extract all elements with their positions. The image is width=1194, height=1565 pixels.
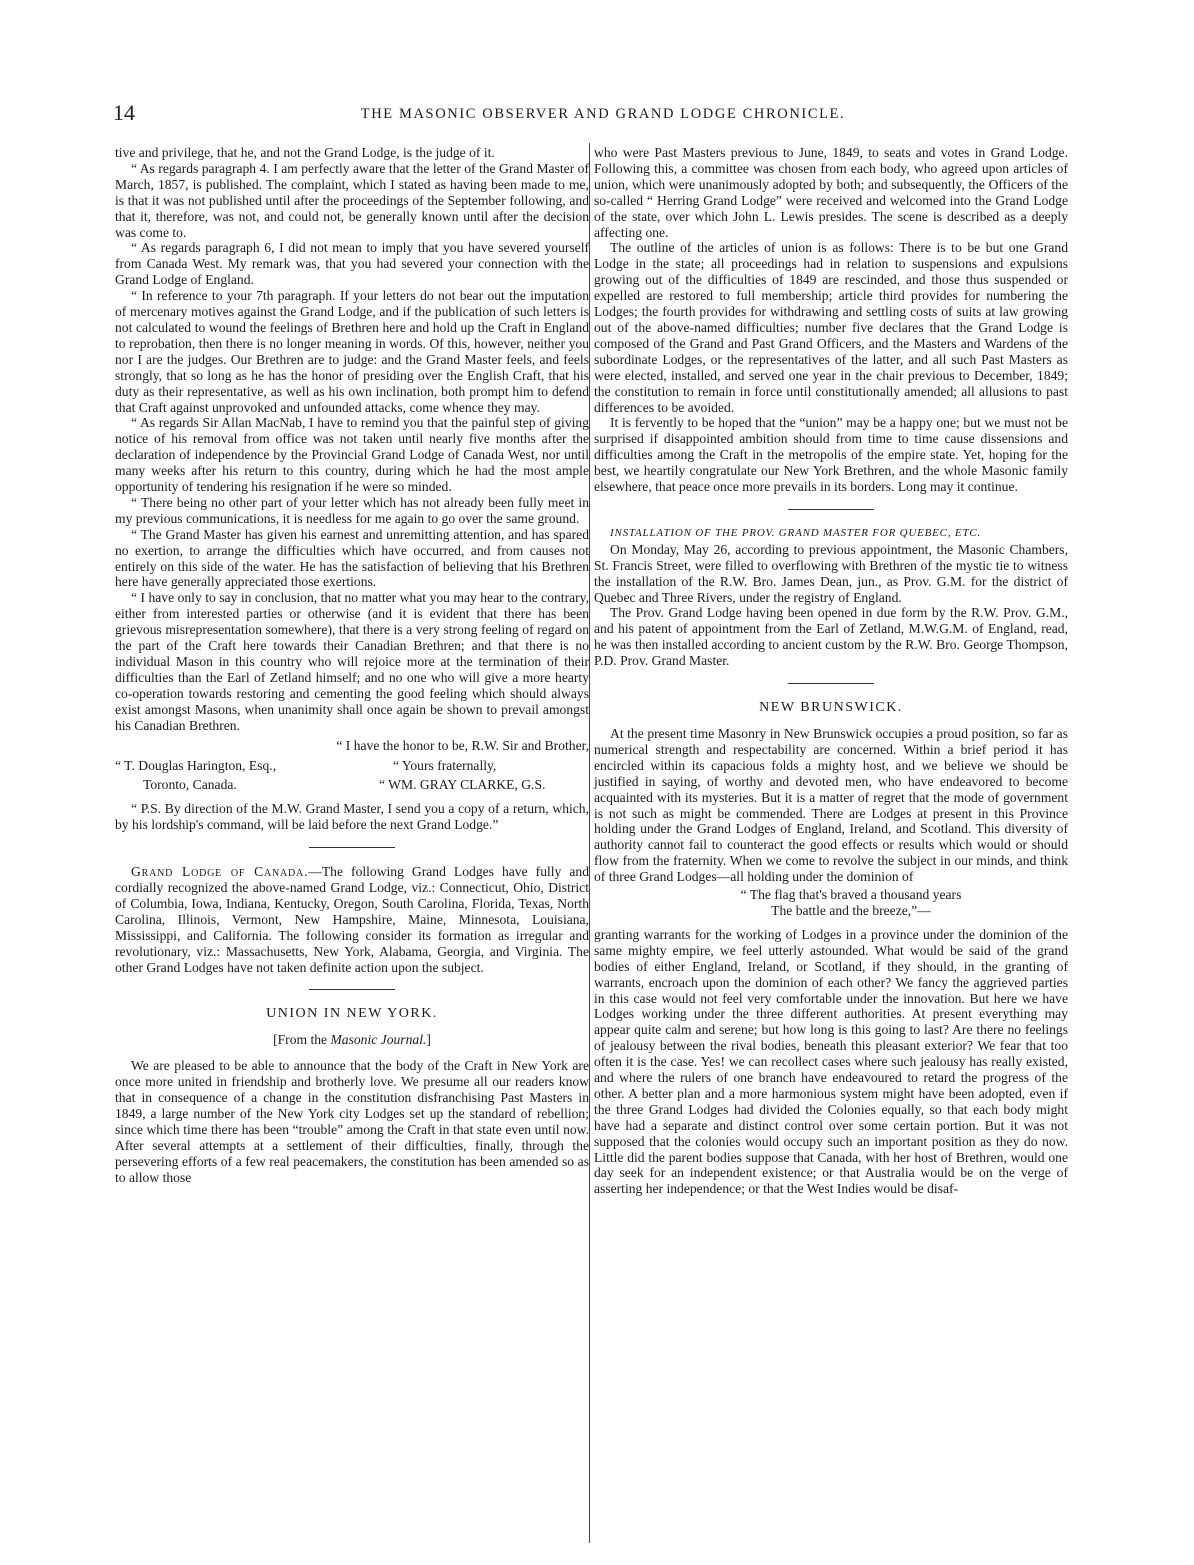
addressee-location: Toronto, Canada.	[143, 777, 237, 793]
section-title: UNION IN NEW YORK.	[266, 1006, 438, 1022]
section-rule	[309, 989, 395, 990]
paragraph: “ I have only to say in conclusion, that no matter what you may hear to the contrary, either from interested parties or otherwise (and it is evident that there has been grievous misrepresentation somewhere), that there is a very strong feeling of regard on the part of the Craft here towards their Canadian Brethren; and that there is no individual Mason in this country who will rejoice more at the termination of their difficulties than the Earl of Zetland himself; and no one who will give a more hearty co-operation towards restoring and cementing the good feeling which should always exist amongst Masons, when unanimity shall once again be shown to prevail amongst his Canadian Brethren.	[115, 590, 589, 733]
section-rule	[309, 847, 395, 848]
paragraph: “ In reference to your 7th paragraph. If your letters do not bear out the imputation of mercenary motives against the Grand Lodge, and if the publication of such letters is not calculated to wound the feelings of Brethren here and hold up the Craft in England to reprobation, then there is no longer meaning in words. Of this, however, neither you nor I are the judges. Our Brethren are to judge: and the Grand Master feels, and feels strongly, that so long as he has the honor of presiding over the English Craft, that his duty as their representative, as well as his own inclination, both prompt him to defend that Craft against unprovoked and unfounded attacks, come whence they may.	[115, 288, 589, 415]
yours-fraternally: “ Yours fraternally,	[393, 758, 497, 774]
section-rule	[788, 683, 874, 684]
addressee: “ T. Douglas Harington, Esq.,	[115, 758, 277, 774]
verse-line: The battle and the breeze,”—	[771, 902, 931, 918]
paragraph: “ As regards Sir Allan MacNab, I have to remind you that the painful step of giving notice of his removal from office was not taken until nearly five months after the declaration of independence by the Provincial Grand Lodge of Canada West, nor until many weeks after his return to this country, during which he had the most ample opportunity of tendering his resignation if he were so minded.	[115, 415, 589, 495]
run-in-head: Grand Lodge of Canada.	[131, 864, 309, 880]
paragraph: granting warrants for the working of Lodges in a province under the dominion of the same mighty empire, we feel utterly astounded. What would be said of the grand bodies of either England, Ireland, or Scotland, if they should, in the granting of warrants, encroach upon the dominion of each other? We fancy the aggrieved parties in this case would not feel very comfortable under the innovation. But here we have Lodges working under the three different authorities. At present everything may appear quite calm and serene; but how long is this going to last? Are there no feelings of jealousy between the rival bodies, beneath this pleasant exterior? We fear that too often it is the case. Yes! we can recollect cases where such jealousy has really existed, and where the rulers of one branch have endeavoured to retard the progress of the other. A better plan and a more harmonious system might have been adopted, even if the three Grand Lodges had divided the Colonies equally, so that each body might have had a separate and distinct control over some certain portion. But it was not supposed that the colonies would occupy such an important position as they do now. Little did the parent bodies suppose that Canada, with her host of Brethren, would one day seek for an independent existence; or that Australia would be on the verge of asserting her independence; or that the West Indies would be disaf-	[594, 926, 1068, 1197]
signer: “ WM. GRAY CLARKE, G.S.	[379, 777, 546, 793]
paragraph: tive and privilege, that he, and not the Grand Lodge, is the judge of it.	[115, 145, 495, 160]
closing-line: “ I have the honor to be, R.W. Sir and Brother,	[336, 737, 589, 753]
paragraph: “ The Grand Master has given his earnest and unremitting attention, and has spared no exertion, to arrange the difficulties which have occurred, and from causes not entirely on this side of the water. He has the satisfaction of believing that his Brethren here have generally appreciated those exertions.	[115, 526, 589, 590]
source-suffix: ]	[426, 1032, 431, 1048]
column-divider	[589, 143, 590, 1543]
right-column	[594, 145, 1068, 1197]
section-source	[115, 1032, 589, 1048]
source-prefix: [From the	[273, 1032, 331, 1048]
section-title: NEW BRUNSWICK.	[759, 700, 903, 716]
paragraph: The Prov. Grand Lodge having been opened in due form by the R.W. Prov. G.M., and his patent of appointment from the Earl of Zetland, M.W.G.M. of England, read, he was then installed according to ancient custom by the R.W. Bro. George Thompson, P.D. Prov. Grand Master.	[594, 605, 1068, 669]
page-number: 14	[113, 100, 135, 125]
paragraph: “ As regards paragraph 4. I am perfectly aware that the letter of the Grand Master of March, 1857, is published. The complaint, which I stated as having been made to me, is that it was not published until after the proceedings of the September following, and that it, therefore, was not, and could not, be generally known until after the decision was come to.	[115, 160, 589, 240]
verse-quote	[634, 887, 1068, 919]
running-title: THE MASONIC OBSERVER AND GRAND LODGE CHRONICLE.	[360, 106, 846, 122]
paragraph: who were Past Masters previous to June, 1849, to seats and votes in Grand Lodge. Following this, a committee was chosen from each body, who agreed upon articles of union, which were unanimously adopted by both; and subsequently, the Officers of the so-called “ Herring Grand Lodge” were received and welcomed into the Grand Lodge of the state, over which John L. Lewis presides. The scene is described as a deeply affecting one.	[594, 145, 1068, 240]
page-header	[113, 100, 1063, 130]
paragraph: “ As regards paragraph 6, I did not mean to imply that you have severed yourself from Canada West. My remark was, that you had severed your connection with the Grand Lodge of England.	[115, 240, 589, 288]
postscript: “ P.S. By direction of the M.W. Grand Master, I send you a copy of a return, which, by his lordship's command, will be laid before the next Grand Lodge.”	[115, 801, 589, 833]
letter-signature	[115, 738, 589, 794]
paragraph: It is fervently to be hoped that the “union” may be a happy one; but we must not be surprised if disappointed ambition should from time to time cause dissensions and difficulties among the Craft in the metropolis of the empire state. Yet, hoping for the best, we heartily congratulate our New York Brethren, and the whole Masonic family elsewhere, that peace once more prevails in its borders. Long may it continue.	[594, 415, 1068, 495]
section-rule	[788, 509, 874, 510]
verse-line: “ The flag that's braved a thousand years	[740, 887, 962, 903]
paragraph: The outline of the articles of union is as follows: There is to be but one Grand Lodge in the state; all proceedings had in relation to suspensions and expulsions growing out of the difficulties of 1849 are rescinded, and those thus suspended or expelled are restored to full membership; article third provides for numbering the Lodges; the fourth provides for withdrawing and settling costs of suits at law growing out of the above-named difficulties; number five declares that the Grand Lodge is composed of the Grand and Past Grand Officers, and the Masters and Wardens of the subordinate Lodges, or the representatives of the latter, and all such Past Masters as were elected, installed, and served one year in the chair previous to December, 1849; the constitution to remain in force until constitutionally amended; all allusions to past differences to be avoided.	[594, 240, 1068, 415]
run-in-body: —The following Grand Lodges have fully and cordially recognized the above-named Grand Lodge, viz.: Connecticut, Ohio, District of Columbia, Iowa, Indiana, Kentucky, Oregon, South Carolina, Florida, Texas, North Carolina, Illinois, Vermont, New Hampshire, Maine, Minnesota, Louisiana, Mississippi, and California. The following consider its formation as irregular and revolutionary, viz.: Massachusetts, New York, Alabama, Georgia, and Virginia. The other Grand Lodges have not taken definite action upon the subject.	[115, 864, 589, 975]
grand-lodge-canada-paragraph	[115, 864, 589, 975]
source-journal: Masonic Journal.	[330, 1032, 427, 1048]
left-column	[115, 145, 589, 1185]
paragraph: We are pleased to be able to announce that the body of the Craft in New York are once more united in friendship and brotherly love. We presume all our readers know that in consequence of a change in the constitution disfranchising Past Masters in 1849, a large number of the New York city Lodges set up the standard of rebellion; since which time there has been “trouble” among the Craft in that state even until now. After several attempts at a settlement of their difficulties, finally, through the persevering efforts of a few real peacemakers, the constitution has been amended so as to allow those	[115, 1058, 589, 1185]
paragraph: At the present time Masonry in New Brunswick occupies a proud position, so far as numerical strength and respectability are concerned. Within a brief period it has encircled within its capacious folds a mighty host, and we believe we should be justified in saying, of worthy and devoted men, who have endeavored to become acquainted with its mysteries. But it is a matter of regret that the mode of government is not such as might be commended. There are Lodges at present in this Province holding under the Grand Lodges of England, Ireland, and Scotland. This diversity of authority cannot fail to counteract the good effects or results which would or should flow from the fraternity. When we come to revolve the subject in our minds, and think of three Grand Lodges—all holding under the dominion of	[594, 726, 1068, 885]
section-title: INSTALLATION OF THE PROV. GRAND MASTER FOR QUEBEC, ETC.	[610, 526, 982, 539]
paragraph: On Monday, May 26, according to previous appointment, the Masonic Chambers, St. Francis Street, were filled to overflowing with Brethren of the mystic tie to witness the installation of the R.W. Bro. James Dean, jun., as Prov. G.M. for the district of Quebec and Three Rivers, under the registry of England.	[594, 541, 1068, 605]
paragraph: “ There being no other part of your letter which has not already been fully meet in my previous communications, it is needless for me again to go over the same ground.	[115, 494, 589, 526]
